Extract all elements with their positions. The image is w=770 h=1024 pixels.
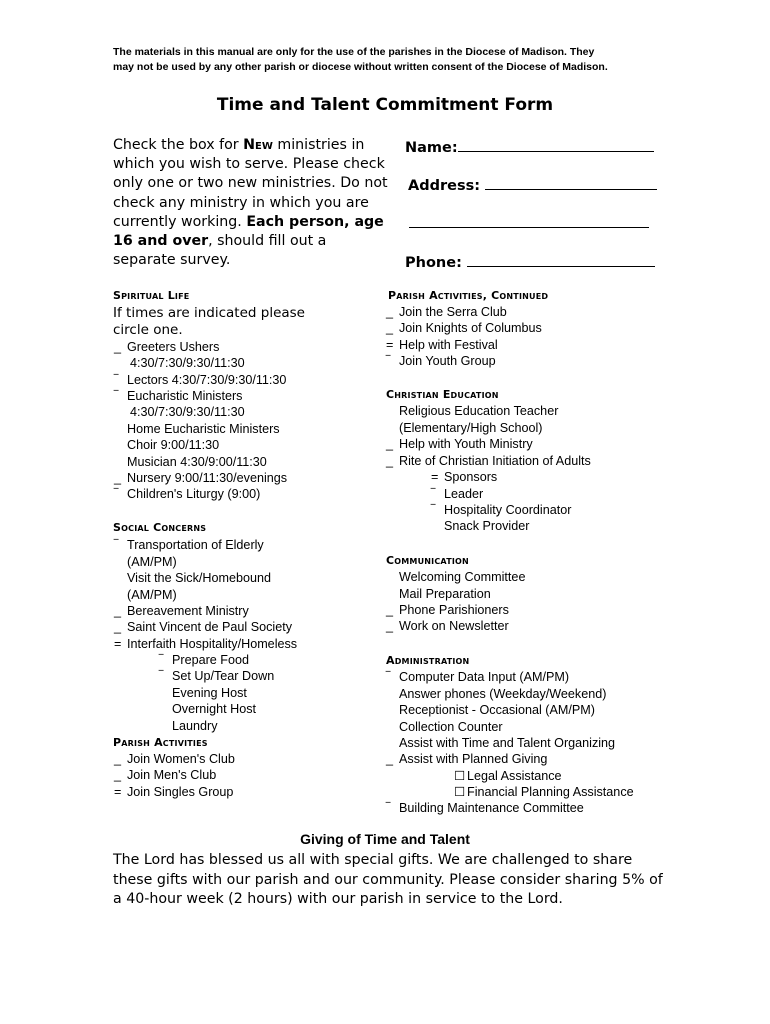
address-field[interactable]	[408, 175, 657, 194]
communication-heading: Communication	[386, 554, 469, 567]
checkbox-newsletter[interactable]	[386, 618, 509, 634]
parish-activities-heading: Parish Activities	[113, 736, 208, 749]
check-mark[interactable]: ‾	[159, 653, 164, 667]
item-visit-sick: Visit the Sick/Homebound	[127, 571, 271, 585]
check-mark[interactable]: _	[386, 619, 394, 633]
checkbox-planned-giving[interactable]	[386, 751, 547, 767]
check-mark[interactable]: =	[114, 785, 122, 799]
address-label: Address:	[408, 178, 481, 194]
item-answer-phones: Answer phones (Weekday/Weekend)	[399, 687, 607, 701]
checkbox-sponsors[interactable]	[431, 469, 497, 485]
item-welcoming: Welcoming Committee	[399, 570, 526, 584]
check-mark[interactable]: =	[431, 470, 439, 484]
item-label: Hospitality Coordinator	[444, 503, 572, 517]
item-label: Prepare Food	[172, 653, 250, 667]
check-mark[interactable]: ‾	[386, 801, 391, 815]
spiritual-note-2: circle one.	[113, 322, 183, 338]
phone-input-line[interactable]	[467, 252, 655, 267]
check-mark[interactable]: _	[386, 454, 394, 468]
item-label: Interfaith Hospitality/Homeless	[127, 637, 298, 651]
item-collection-counter: Collection Counter	[399, 720, 503, 734]
item-label: Work on Newsletter	[399, 619, 509, 633]
spiritual-note-1: If times are indicated please	[113, 305, 305, 321]
intro-text-2: ministries in which you wish to serve. Please check only one or two new ministries. Do not check any ministry in which you are currently working.	[113, 137, 388, 230]
intro-text-3: , should fill out a separate survey.	[113, 233, 327, 269]
address-line-2[interactable]	[409, 227, 649, 228]
checkbox-nursery[interactable]	[114, 470, 287, 486]
item-label: Set Up/Tear Down	[172, 669, 275, 683]
item-laundry: Laundry	[172, 719, 218, 733]
item-elementary: (Elementary/High School)	[399, 421, 543, 435]
instructions-paragraph	[113, 136, 393, 270]
check-mark[interactable]: ‾	[114, 373, 119, 387]
disclaimer-line-2: may not be used by any other parish or diocese without written consent of the Diocese of Madison.	[113, 61, 608, 73]
checkbox-knights[interactable]	[386, 320, 542, 336]
check-mark[interactable]: _	[114, 471, 122, 485]
checkbox-financial[interactable]	[454, 784, 634, 800]
check-mark[interactable]: _	[386, 437, 394, 451]
checkbox-youth-ministry[interactable]	[386, 436, 533, 452]
check-mark[interactable]: _	[386, 305, 394, 319]
item-label: Eucharistic Ministers	[127, 389, 243, 403]
checkbox-greeters[interactable]	[114, 339, 219, 355]
item-label: Saint Vincent de Paul Society	[127, 620, 292, 634]
check-mark[interactable]: _	[386, 321, 394, 335]
christian-education-heading: Christian Education	[386, 388, 499, 401]
item-evening-host: Evening Host	[172, 686, 247, 700]
item-label: Building Maintenance Committee	[399, 801, 584, 815]
item-religious-ed-teacher: Religious Education Teacher	[399, 404, 559, 418]
check-mark[interactable]: ‾	[431, 487, 436, 501]
spiritual-life-heading: Spiritual Life	[113, 289, 190, 302]
checkbox-setup[interactable]	[159, 668, 274, 684]
check-box[interactable]: ☐	[454, 785, 466, 799]
item-times: 4:30/7:30/9:30/11:30	[130, 405, 245, 419]
checkbox-lectors[interactable]	[114, 372, 286, 388]
checkbox-transportation[interactable]	[114, 537, 264, 553]
check-mark[interactable]: ‾	[114, 389, 119, 403]
checkbox-data-input[interactable]	[386, 669, 569, 685]
item-choir: Choir 9:00/11:30	[127, 438, 220, 452]
item-home-eucharistic: Home Eucharistic Ministers	[127, 422, 280, 436]
item-label: Transportation of Elderly	[127, 538, 264, 552]
checkbox-bereavement[interactable]	[114, 603, 249, 619]
name-input-line[interactable]	[458, 137, 654, 152]
check-mark[interactable]: =	[114, 637, 122, 651]
checkbox-rcia[interactable]	[386, 453, 591, 469]
check-mark[interactable]: ‾	[114, 487, 119, 501]
item-label: Phone Parishioners	[399, 603, 509, 617]
checkbox-prepare-food[interactable]	[159, 652, 249, 668]
checkbox-hospitality[interactable]	[431, 502, 571, 518]
checkbox-childrens-liturgy[interactable]	[114, 486, 260, 502]
item-label: Assist with Planned Giving	[399, 752, 548, 766]
checkbox-eucharistic[interactable]	[114, 388, 242, 404]
checkbox-womens-club[interactable]	[114, 751, 235, 767]
item-label: Join Youth Group	[399, 354, 496, 368]
item-label: Help with Festival	[399, 338, 498, 352]
item-label: Rite of Christian Initiation of Adults	[399, 454, 591, 468]
item-label: Lectors 4:30/7:30/9:30/11:30	[127, 373, 287, 387]
item-label: Help with Youth Ministry	[399, 437, 533, 451]
checkbox-festival[interactable]	[386, 337, 498, 353]
item-time-talent-organizing: Assist with Time and Talent Organizing	[399, 736, 616, 750]
check-mark[interactable]: _	[114, 340, 122, 354]
check-mark[interactable]: _	[114, 752, 122, 766]
giving-body: The Lord has blessed us all with special gifts. We are challenged to share these gifts with our parish and our community. Please consider sharing 5% of a 40-hour week (2 hours) with our parish in service to the Lord.	[113, 852, 663, 907]
checkbox-st-vincent[interactable]	[114, 619, 292, 635]
item-label: Nursery 9:00/11:30/evenings	[127, 471, 288, 485]
check-mark[interactable]: ‾	[159, 669, 164, 683]
item-label: Computer Data Input (AM/PM)	[399, 670, 570, 684]
item-label: Join Men's Club	[127, 768, 217, 782]
item-times: 4:30/7:30/9:30/11:30	[130, 356, 245, 370]
check-mark[interactable]: ‾	[386, 670, 391, 684]
address-input-line[interactable]	[485, 175, 657, 190]
item-label: Join the Serra Club	[399, 305, 507, 319]
item-label: Join Singles Group	[127, 785, 234, 799]
check-mark[interactable]: _	[114, 604, 122, 618]
item-mail-prep: Mail Preparation	[399, 587, 491, 601]
item-label: Sponsors	[444, 470, 498, 484]
checkbox-legal[interactable]	[454, 768, 562, 784]
checkbox-serra-club[interactable]	[386, 304, 507, 320]
phone-field[interactable]	[405, 252, 655, 271]
name-label: Name:	[405, 140, 458, 156]
item-label: Bereavement Ministry	[127, 604, 249, 618]
item-label: Children's Liturgy (9:00)	[127, 487, 261, 501]
check-mark[interactable]: _	[114, 768, 122, 782]
name-field[interactable]	[405, 137, 654, 156]
item-receptionist: Receptionist - Occasional (AM/PM)	[399, 703, 595, 717]
checkbox-mens-club[interactable]	[114, 767, 216, 783]
check-mark[interactable]: ‾	[431, 503, 436, 517]
intro-bold: Each person, age 16 and over	[113, 213, 384, 250]
item-label: Join Knights of Columbus	[399, 321, 542, 335]
intro-new-word: New	[243, 137, 273, 153]
item-ampm: (AM/PM)	[127, 555, 177, 569]
checkbox-phone-parishioners[interactable]	[386, 602, 509, 618]
social-concerns-heading: Social Concerns	[113, 521, 207, 534]
checkbox-building-maintenance[interactable]	[386, 800, 584, 816]
item-label: Legal Assistance	[467, 769, 562, 783]
item-ampm: (AM/PM)	[127, 588, 177, 602]
phone-label: Phone:	[405, 255, 462, 271]
checkbox-interfaith[interactable]	[114, 636, 297, 652]
check-mark[interactable]: ‾	[386, 354, 391, 368]
check-box[interactable]: ☐	[454, 769, 466, 783]
parish-continued-heading: Parish Activities, Continued	[388, 289, 549, 302]
item-label: Leader	[444, 487, 484, 501]
form-title: Time and Talent Commitment Form	[216, 95, 554, 115]
disclaimer-line-1: The materials in this manual are only for the use of the parishes in the Diocese of Madison. They	[113, 46, 595, 58]
checkbox-leader[interactable]	[431, 486, 483, 502]
item-overnight-host: Overnight Host	[172, 702, 256, 716]
checkbox-singles-group[interactable]	[114, 784, 233, 800]
check-mark[interactable]: _	[114, 620, 122, 634]
checkbox-youth-group[interactable]	[386, 353, 496, 369]
item-label: Join Women's Club	[127, 752, 235, 766]
intro-text-1: Check the box for	[113, 137, 244, 153]
item-snack-provider: Snack Provider	[444, 519, 530, 533]
item-label: Financial Planning Assistance	[467, 785, 634, 799]
check-mark[interactable]: _	[386, 752, 394, 766]
check-mark[interactable]: _	[386, 603, 394, 617]
item-musician: Musician 4:30/9:00/11:30	[127, 455, 267, 469]
check-mark[interactable]: =	[386, 338, 394, 352]
item-label: Greeters Ushers	[127, 340, 220, 354]
check-mark[interactable]: ‾	[114, 538, 119, 552]
administration-heading: Administration	[386, 654, 470, 667]
giving-title: Giving of Time and Talent	[300, 831, 470, 847]
